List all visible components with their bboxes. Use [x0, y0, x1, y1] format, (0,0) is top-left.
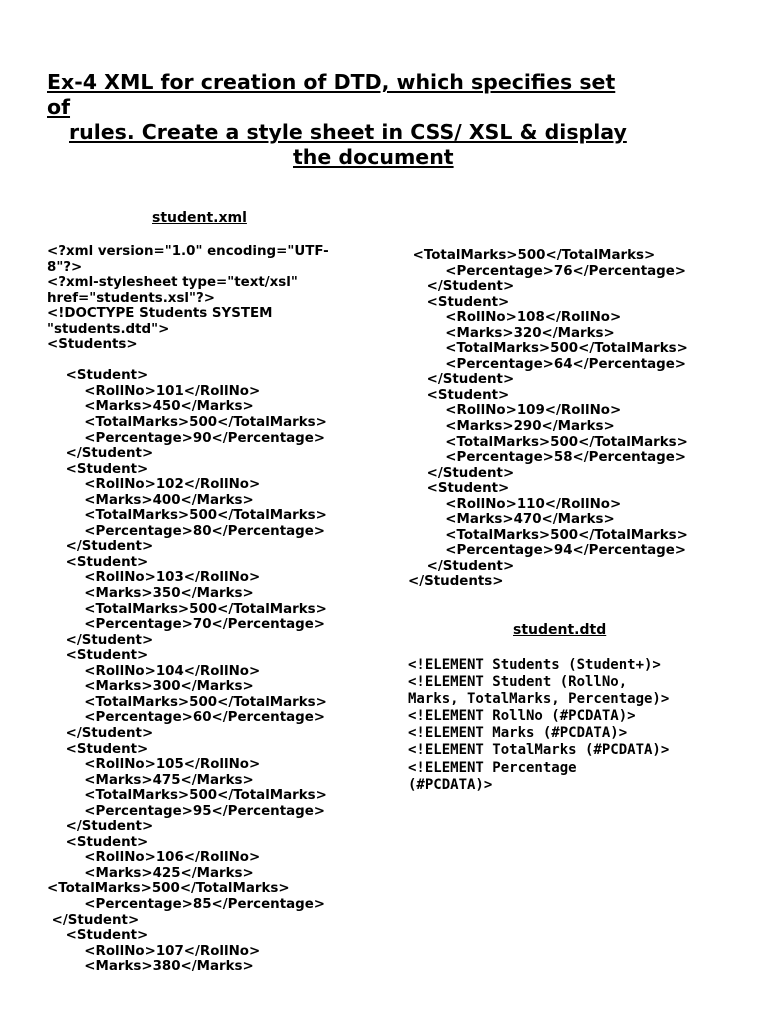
code-line: <TotalMarks>500</TotalMarks> — [47, 881, 290, 897]
code-line: <Percentage>58</Percentage> — [408, 450, 687, 466]
code-line: </Student> — [47, 539, 154, 555]
code-line: "students.dtd"> — [47, 321, 170, 337]
code-line: <Percentage>80</Percentage> — [47, 523, 326, 539]
code-line: <RollNo>107</RollNo> — [47, 943, 261, 959]
code-line: <Percentage>90</Percentage> — [47, 430, 326, 446]
code-line: <Marks>475</Marks> — [47, 772, 254, 788]
code-line: </Student> — [408, 372, 515, 388]
code-line: <TotalMarks>500</TotalMarks> — [47, 508, 327, 524]
code-line: <Marks>350</Marks> — [47, 586, 254, 602]
code-line: <Student> — [47, 648, 149, 664]
title-line-4: the document — [293, 145, 454, 169]
code-line: <Student> — [47, 741, 149, 757]
code-line: <RollNo>102</RollNo> — [47, 477, 261, 493]
code-line: <TotalMarks>500</TotalMarks> — [47, 415, 327, 431]
code-line: <TotalMarks>500</TotalMarks> — [408, 341, 688, 357]
dtd-code-block — [408, 657, 669, 794]
title-line-1: Ex-4 XML for creation of DTD, which specifies set — [47, 70, 616, 94]
code-line: href="students.xsl"?> — [47, 290, 215, 306]
code-line: Marks, TotalMarks, Percentage)> — [408, 691, 670, 708]
code-line: <Marks>425</Marks> — [47, 865, 254, 881]
code-line: </Student> — [47, 632, 154, 648]
code-line: <RollNo>106</RollNo> — [47, 850, 261, 866]
code-line: <TotalMarks>500</TotalMarks> — [47, 694, 327, 710]
code-line: <TotalMarks>500</TotalMarks> — [408, 527, 688, 543]
code-line: <!ELEMENT Student (RollNo, — [408, 674, 628, 691]
code-line: <Percentage>94</Percentage> — [408, 543, 687, 559]
code-line: <!ELEMENT Marks (#PCDATA)> — [408, 725, 628, 742]
code-line: <Student> — [47, 928, 149, 944]
code-line: <Marks>470</Marks> — [408, 512, 615, 528]
code-line: <RollNo>108</RollNo> — [408, 310, 622, 326]
code-line: <RollNo>110</RollNo> — [408, 496, 622, 512]
code-line: <?xml version="1.0" encoding="UTF- — [47, 244, 329, 259]
xml-section-heading: student.xml — [152, 210, 247, 226]
code-line: </Students> — [408, 574, 504, 590]
code-line: </Student> — [47, 912, 140, 928]
code-line: <Percentage>64</Percentage> — [408, 356, 687, 372]
code-line: <RollNo>103</RollNo> — [47, 570, 261, 586]
code-line: <Percentage>95</Percentage> — [47, 803, 326, 819]
code-line: <TotalMarks>500</TotalMarks> — [408, 248, 656, 263]
code-line: <!DOCTYPE Students SYSTEM — [47, 306, 273, 322]
code-line: <Marks>320</Marks> — [408, 325, 615, 341]
code-line: <Student> — [47, 834, 149, 850]
code-line: <TotalMarks>500</TotalMarks> — [47, 601, 327, 617]
code-line: <Marks>400</Marks> — [47, 492, 254, 508]
code-line: <TotalMarks>500</TotalMarks> — [47, 788, 327, 804]
code-line: </Student> — [408, 279, 515, 295]
code-line: <!ELEMENT Students (Student+)> — [408, 657, 661, 673]
xml-code-block-continued — [408, 248, 688, 590]
code-line: <RollNo>109</RollNo> — [408, 403, 622, 419]
code-line: </Student> — [47, 446, 154, 462]
code-line: </Student> — [47, 725, 154, 741]
code-line: <!ELEMENT Percentage — [408, 759, 577, 776]
xml-code-block — [47, 244, 329, 975]
code-line: <RollNo>105</RollNo> — [47, 757, 261, 773]
code-line: <!ELEMENT TotalMarks (#PCDATA)> — [408, 742, 670, 759]
code-line: <Percentage>76</Percentage> — [408, 263, 687, 279]
code-line: <!ELEMENT RollNo (#PCDATA)> — [408, 708, 636, 725]
code-line: <Percentage>60</Percentage> — [47, 710, 326, 726]
code-line: <Student> — [47, 554, 149, 570]
code-line: <?xml-stylesheet type="text/xsl" — [47, 275, 298, 291]
code-line: <Percentage>70</Percentage> — [47, 617, 326, 633]
title-line-3: rules. Create a style sheet in CSS/ XSL & display — [69, 120, 627, 144]
code-line: <Student> — [408, 387, 510, 403]
code-line: <Marks>300</Marks> — [47, 679, 254, 695]
code-line: </Student> — [408, 465, 515, 481]
code-line: <RollNo>104</RollNo> — [47, 663, 261, 679]
code-line: <Students> — [47, 337, 138, 353]
code-line: <Student> — [408, 294, 510, 310]
code-line: <Student> — [47, 461, 149, 477]
code-line: <RollNo>101</RollNo> — [47, 383, 261, 399]
code-line: <TotalMarks>500</TotalMarks> — [408, 434, 688, 450]
code-line: <Marks>290</Marks> — [408, 419, 615, 435]
code-line: </Student> — [408, 558, 515, 574]
code-line: <Percentage>85</Percentage> — [47, 896, 326, 912]
dtd-section-heading: student.dtd — [513, 622, 607, 638]
title-line-2: of — [47, 95, 71, 119]
code-line: <Marks>380</Marks> — [47, 959, 254, 975]
code-line: 8"?> — [47, 259, 83, 275]
code-line — [47, 353, 329, 369]
code-line: <Student> — [47, 368, 149, 384]
code-line: </Student> — [47, 819, 154, 835]
code-line: (#PCDATA)> — [408, 776, 493, 793]
code-line: <Marks>450</Marks> — [47, 399, 254, 415]
code-line: <Student> — [408, 481, 510, 497]
